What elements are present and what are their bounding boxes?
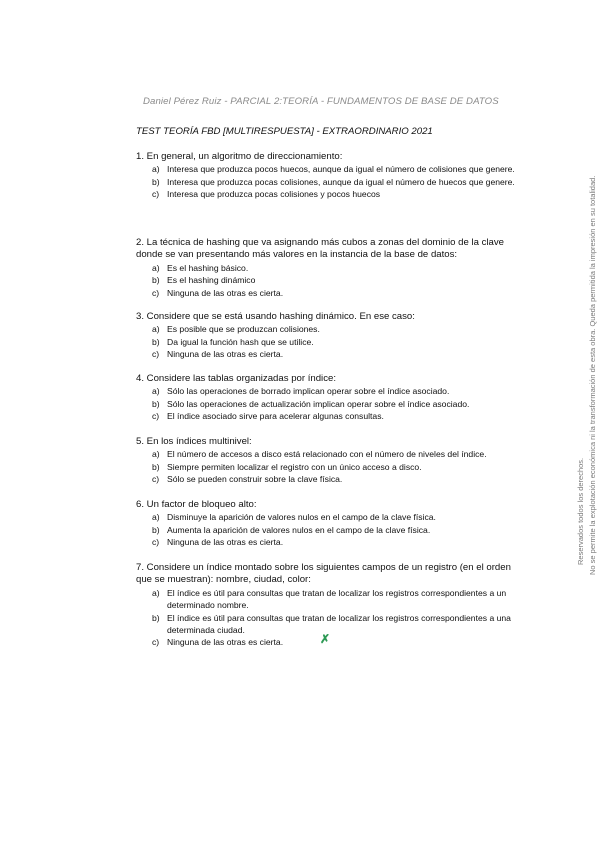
option-c	[136, 536, 516, 548]
test-title: TEST TEORÍA FBD [MULTIRESPUESTA] - EXTRAORDINARIO 2021	[136, 126, 433, 137]
option-letter: b)	[152, 176, 160, 187]
question-text: 6. Un factor de bloqueo alto:	[136, 499, 257, 510]
option-c	[136, 188, 516, 200]
option-text: Es el hashing dinámico	[167, 275, 256, 286]
option-c	[136, 348, 516, 360]
option-text: Interesa que produzca pocos huecos, aunque da igual el número de colisiones que genere.	[167, 164, 515, 175]
option-text: Ninguna de las otras es cierta.	[167, 637, 284, 648]
option-letter: c)	[152, 474, 160, 485]
question-text: 3. Considere que se está usando hashing dinámico. En ese caso:	[136, 311, 415, 322]
option-b	[136, 274, 516, 286]
option-a	[136, 163, 516, 175]
option-letter: c)	[152, 537, 160, 548]
option-text: El índice asociado sirve para acelerar algunas consultas.	[167, 411, 384, 422]
option-text: Ninguna de las otras es cierta.	[167, 349, 284, 360]
option-text: Interesa que produzca pocas colisiones y pocos huecos	[167, 189, 381, 200]
option-text: Ninguna de las otras es cierta.	[167, 537, 284, 548]
option-c	[136, 287, 516, 299]
option-b	[136, 398, 516, 410]
option-letter: c)	[152, 411, 160, 422]
option-letter: c)	[152, 637, 160, 648]
question-5	[136, 436, 516, 486]
question-4	[136, 373, 516, 423]
option-c	[136, 632, 516, 648]
option-a	[136, 587, 516, 612]
option-b	[136, 176, 516, 188]
option-b	[136, 461, 516, 473]
option-text: Ninguna de las otras es cierta.	[167, 287, 284, 298]
option-text: Disminuye la aparición de valores nulos en el campo de la clave física.	[167, 512, 436, 523]
page-header: Daniel Pérez Ruiz - PARCIAL 2:TEORÍA - FUNDAMENTOS DE BASE DE DATOS	[143, 96, 499, 107]
option-letter: a)	[152, 512, 160, 523]
option-text: Siempre permiten localizar el registro con un único acceso a disco.	[167, 461, 422, 472]
option-letter: a)	[152, 164, 160, 175]
option-b	[136, 336, 516, 348]
option-letter: b)	[152, 461, 160, 472]
option-a	[136, 385, 516, 397]
option-letter: a)	[152, 587, 160, 598]
option-text: Da igual la función hash que se utilice.	[167, 336, 314, 347]
option-letter: b)	[152, 612, 160, 623]
option-a	[136, 262, 516, 274]
side-copyright-notice	[568, 135, 596, 575]
question-text: 5. En los índices multinivel:	[136, 436, 252, 447]
question-2	[136, 237, 516, 299]
option-text: El número de accesos a disco está relacionado con el número de niveles del índice.	[167, 449, 487, 460]
option-letter: b)	[152, 524, 160, 535]
question-7	[136, 562, 516, 649]
option-letter: b)	[152, 275, 160, 286]
option-text: Sólo se pueden construir sobre la clave física.	[167, 474, 343, 485]
option-letter: b)	[152, 336, 160, 347]
option-letter: a)	[152, 449, 160, 460]
option-a	[136, 448, 516, 460]
usage-policy-line: No se permite la explotación económica ni la transformación de esta obra. Queda permitida la impresión en su totalidad.	[588, 175, 597, 575]
option-letter: c)	[152, 287, 160, 298]
option-c	[136, 410, 516, 422]
option-letter: b)	[152, 398, 160, 409]
rights-reserved-line: Reservados todos los derechos.	[576, 457, 585, 565]
option-letter: c)	[152, 189, 160, 200]
answer-check-icon: ✗	[320, 632, 331, 647]
question-6	[136, 499, 516, 549]
option-text: Aumenta la aparición de valores nulos en el campo de la clave física.	[167, 524, 431, 535]
question-text: 7. Considere un índice montado sobre los siguientes campos de un registro (en el orden que se muestran): nombre, ciudad, color:	[136, 562, 511, 586]
option-text: El índice es útil para consultas que tratan de localizar los registros correspondientes a un determinado nombre.	[167, 587, 507, 611]
option-text: Es posible que se produzcan colisiones.	[167, 324, 320, 335]
question-text: 2. La técnica de hashing que va asignando más cubos a zonas del dominio de la clave donde se van presentando más valores en la instancia de la base de datos:	[136, 237, 505, 261]
option-letter: c)	[152, 349, 160, 360]
option-a	[136, 511, 516, 523]
option-c	[136, 473, 516, 485]
option-letter: a)	[152, 324, 160, 335]
option-text: Sólo las operaciones de actualización implican operar sobre el índice asociado.	[167, 398, 470, 409]
option-letter: a)	[152, 262, 160, 273]
question-text: 1. En general, un algoritmo de direccionamiento:	[136, 151, 343, 162]
option-a	[136, 323, 516, 335]
question-3	[136, 311, 516, 361]
option-text: Interesa que produzca pocas colisiones, aunque da igual el número de huecos que genere.	[167, 176, 515, 187]
option-text: Es el hashing básico.	[167, 262, 249, 273]
option-b	[136, 524, 516, 536]
option-text: El índice es útil para consultas que tratan de localizar los registros correspondientes a una determinada ciudad.	[167, 612, 511, 636]
question-1	[136, 151, 516, 201]
option-letter: a)	[152, 386, 160, 397]
question-text: 4. Considere las tablas organizadas por índice:	[136, 373, 336, 384]
option-text: Sólo las operaciones de borrado implican operar sobre el índice asociado.	[167, 386, 450, 397]
